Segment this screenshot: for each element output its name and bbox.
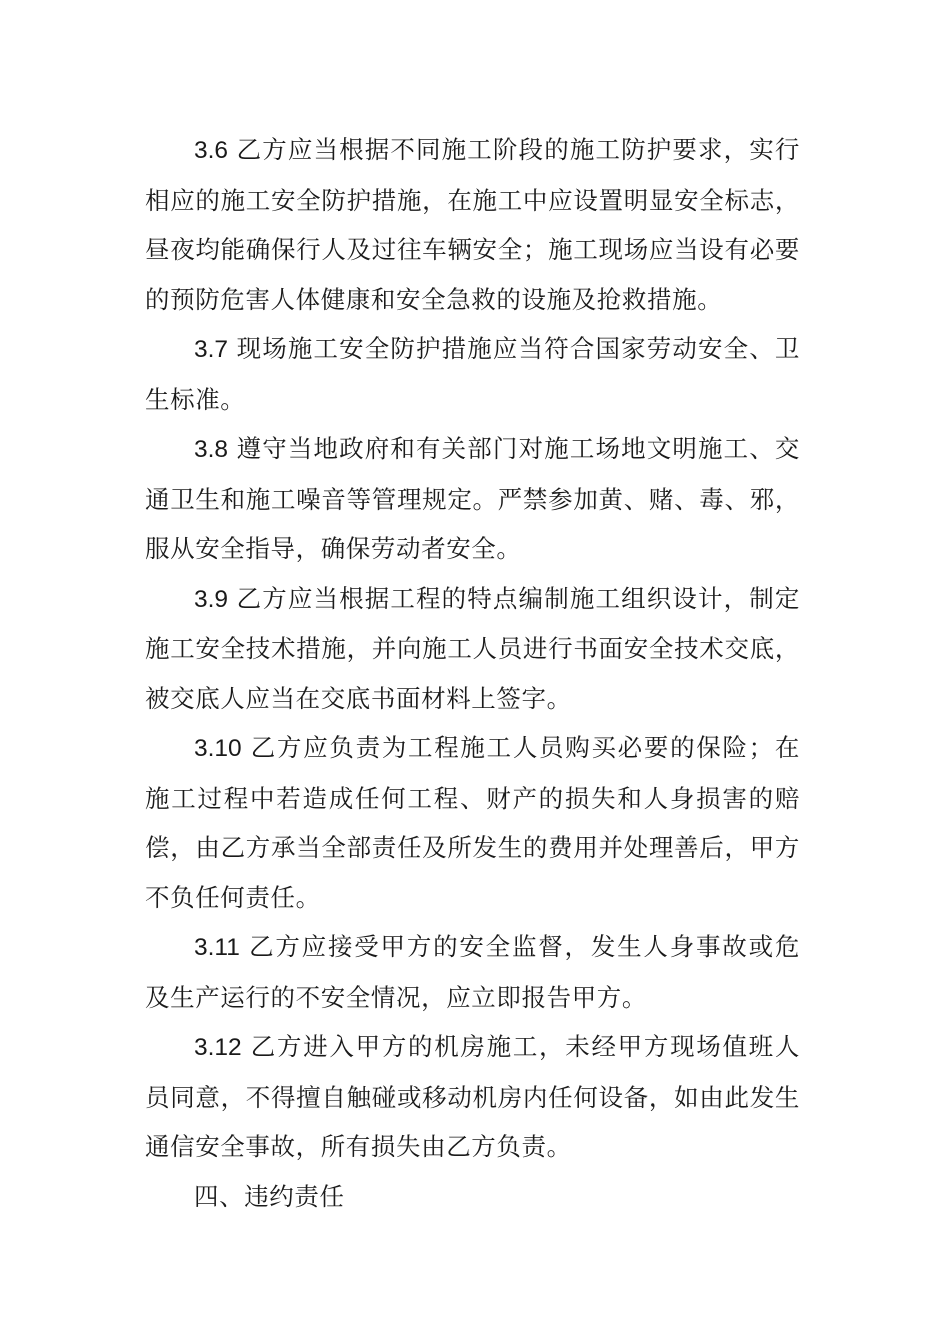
- clause-number: 3.8: [194, 436, 229, 463]
- clause-text: 乙方应负责为工程施工人员购买必要的保险；在施工过程中若造成任何工程、财产的损失和人身损害的赔偿，由乙方承当全部责任及所发生的费用并处理善后，甲方不负任何责任。: [145, 733, 800, 912]
- clause-text: 遵守当地政府和有关部门对施工场地文明施工、交通卫生和施工噪音等管理规定。严禁参加黄、赌、毒、邪，服从安全指导，确保劳动者安全。: [145, 434, 800, 563]
- clause-text: 现场施工安全防护措施应当符合国家劳动安全、卫生标准。: [145, 334, 800, 414]
- clause-number: 3.12: [194, 1034, 242, 1061]
- clause-number: 3.9: [194, 585, 229, 613]
- clause-3-12: [145, 1022, 800, 1172]
- clause-number: 3.10: [194, 735, 242, 762]
- document-body: [145, 125, 800, 1221]
- clause-3-7: [145, 324, 800, 424]
- clause-3-10: [145, 723, 800, 922]
- clause-text: 乙方应接受甲方的安全监督，发生人身事故或危及生产运行的不安全情况，应立即报告甲方。: [145, 932, 800, 1012]
- clause-3-6: [145, 125, 800, 324]
- clause-number: 3.11: [194, 934, 240, 961]
- clause-3-8: [145, 424, 800, 574]
- clause-text: 乙方应当根据工程的特点编制施工组织设计，制定施工安全技术措施，并向施工人员进行书面安全技术交底，被交底人应当在交底书面材料上签字。: [145, 583, 800, 713]
- clause-text: 乙方进入甲方的机房施工，未经甲方现场值班人员同意，不得擅自触碰或移动机房内任何设备，如由此发生通信安全事故，所有损失由乙方负责。: [145, 1032, 800, 1161]
- clause-number: 3.6: [194, 137, 229, 164]
- section-heading: 四、违约责任: [194, 1181, 345, 1211]
- clause-3-11: [145, 922, 800, 1022]
- clause-3-9: [145, 574, 800, 724]
- clause-text: 乙方应当根据不同施工阶段的施工防护要求，实行相应的施工安全防护措施，在施工中应设置明显安全标志，昼夜均能确保行人及过往车辆安全；施工现场应当设有必要的预防危害人体健康和安全急救的设施及抢救措施。: [145, 135, 800, 314]
- clause-number: 3.7: [194, 336, 229, 363]
